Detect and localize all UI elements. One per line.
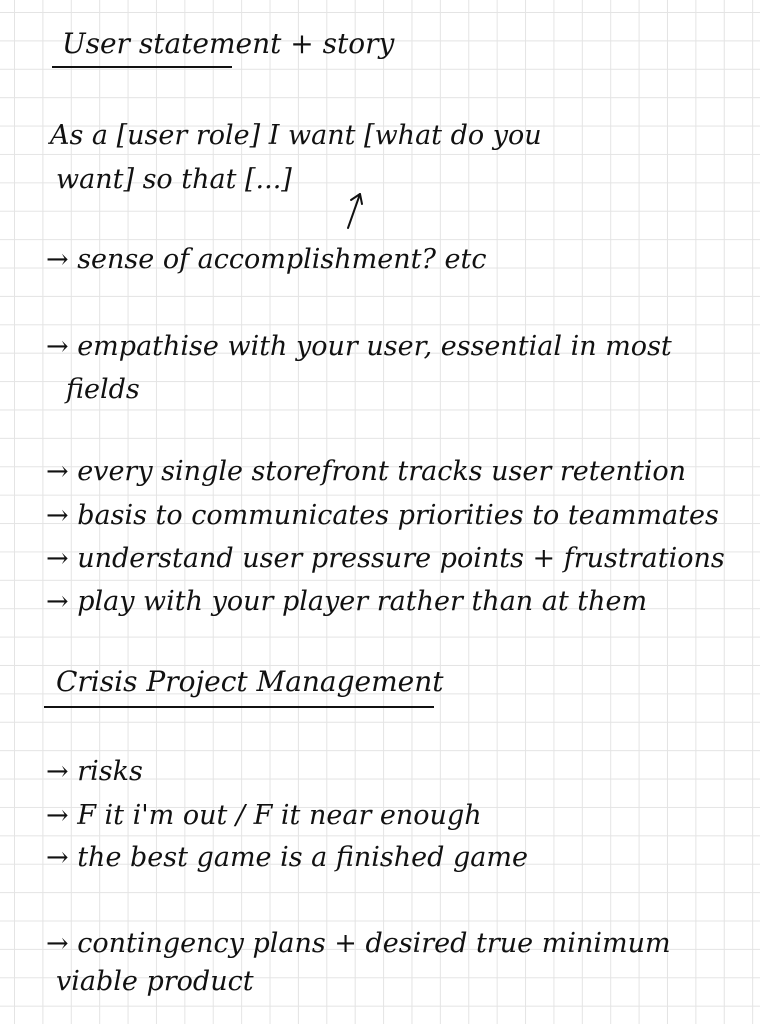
- note-line: → the best game is a finished game: [46, 842, 528, 873]
- up-arrow-icon: [338, 188, 372, 230]
- note-line: → basis to communicates priorities to teammates: [46, 500, 719, 531]
- heading-underline: [44, 706, 434, 708]
- note-line: viable product: [56, 966, 254, 997]
- note-line: → understand user pressure points + frustrations: [46, 543, 725, 574]
- heading-crisis-management: Crisis Project Management: [56, 665, 444, 698]
- note-line: → risks: [46, 756, 143, 787]
- note-line: want] so that [...]: [56, 164, 292, 195]
- note-line: → every single storefront tracks user retention: [46, 456, 687, 487]
- note-line: → contingency plans + desired true minimum: [46, 928, 671, 959]
- note-line: → F it i'm out / F it near enough: [46, 800, 482, 831]
- note-line: → play with your player rather than at them: [46, 586, 648, 617]
- note-line: fields: [66, 374, 140, 405]
- note-line: As a [user role] I want [what do you: [50, 120, 542, 151]
- heading-underline: [52, 66, 232, 68]
- heading-user-statement: User statement + story: [62, 27, 395, 60]
- note-line: → empathise with your user, essential in most: [46, 331, 672, 362]
- note-line: → sense of accomplishment? etc: [46, 244, 487, 275]
